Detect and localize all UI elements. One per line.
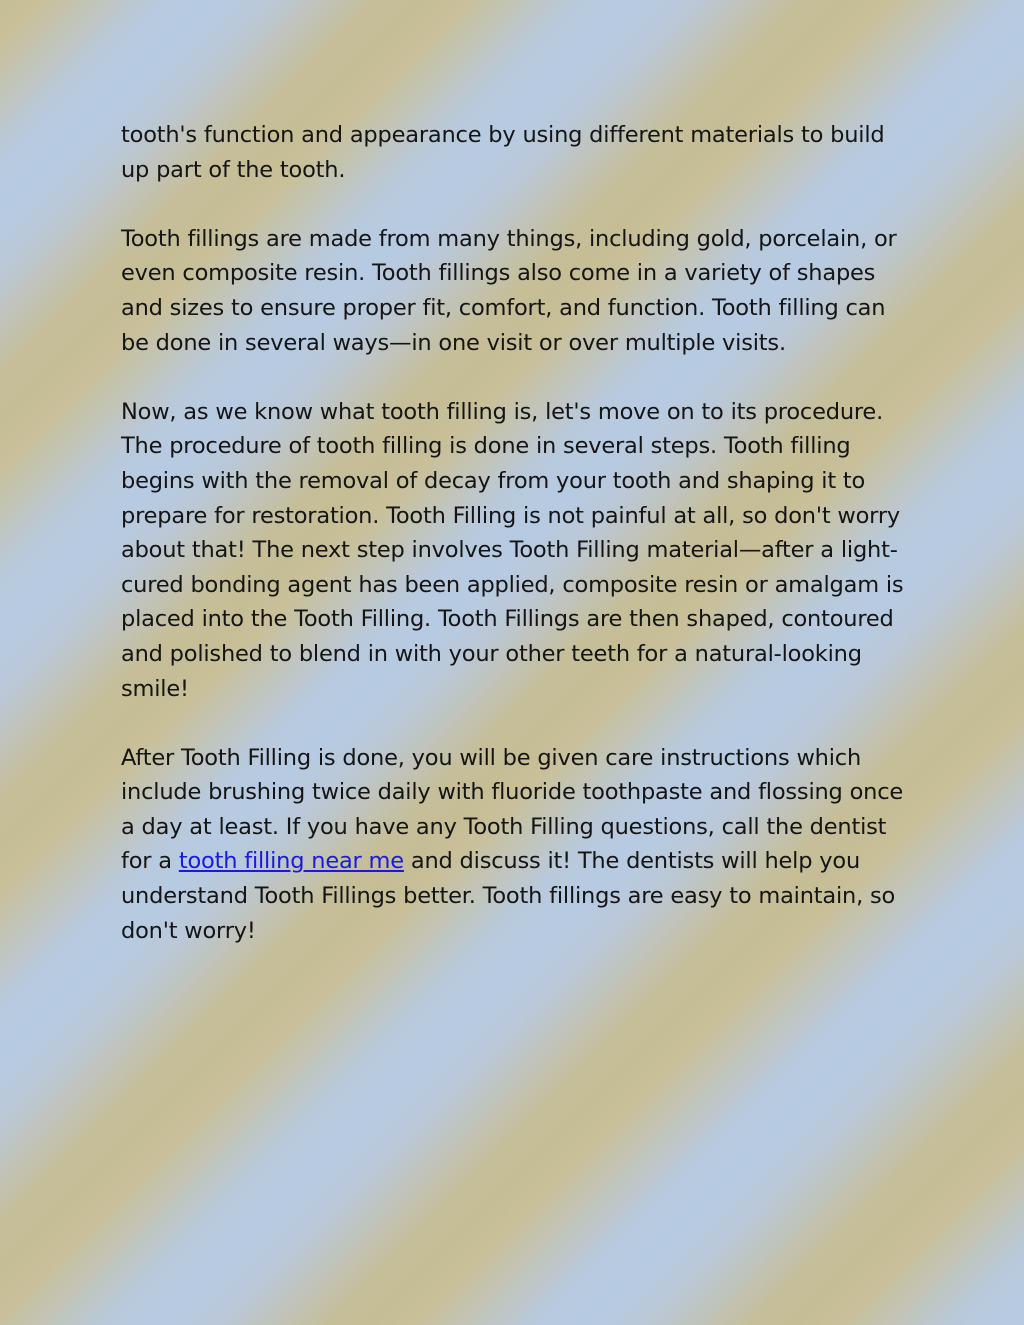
paragraph-materials: Tooth fillings are made from many things, including gold, porcelain, or even composite resin. Tooth fillings also come in a variety of shapes and sizes to ensure proper fit, comfort, and function. Tooth filling can be done in several ways—in one visit or over multiple visits. xyxy=(121,225,897,356)
paragraph-aftercare xyxy=(121,741,911,949)
paragraph-intro: tooth's function and appearance by using different materials to build up part of the tooth. xyxy=(121,122,885,183)
paragraph-procedure: Now, as we know what tooth filling is, let's move on to its procedure. The procedure of tooth filling is done in several steps. Tooth filling begins with the removal of decay from your tooth and shaping it to prepare for restoration. Tooth Filling is not painful at all, so don't worry about that! The next step involves Tooth Filling material—after a light-cured bonding agent has been applied, composite resin or amalgam is placed into the Tooth Filling. Tooth Fillings are then shaped, contoured and polished to blend in with your other teeth for a natural-looking smile! xyxy=(121,398,904,702)
tooth-filling-near-me-link[interactable]: tooth filling near me xyxy=(178,848,404,875)
aftercare-text-start: After Tooth Filling is done, you will be given care instructions which include brushing twice daily with fluoride toothpaste and flossing once a day at least. If you have any Tooth Filling questions, call the dentist for a xyxy=(121,744,904,875)
document-page xyxy=(121,118,911,983)
aftercare-text-end: and discuss it! The dentists will help you understand Tooth Fillings better. Tooth fillings are easy to maintain, so don't worry! xyxy=(121,848,896,944)
